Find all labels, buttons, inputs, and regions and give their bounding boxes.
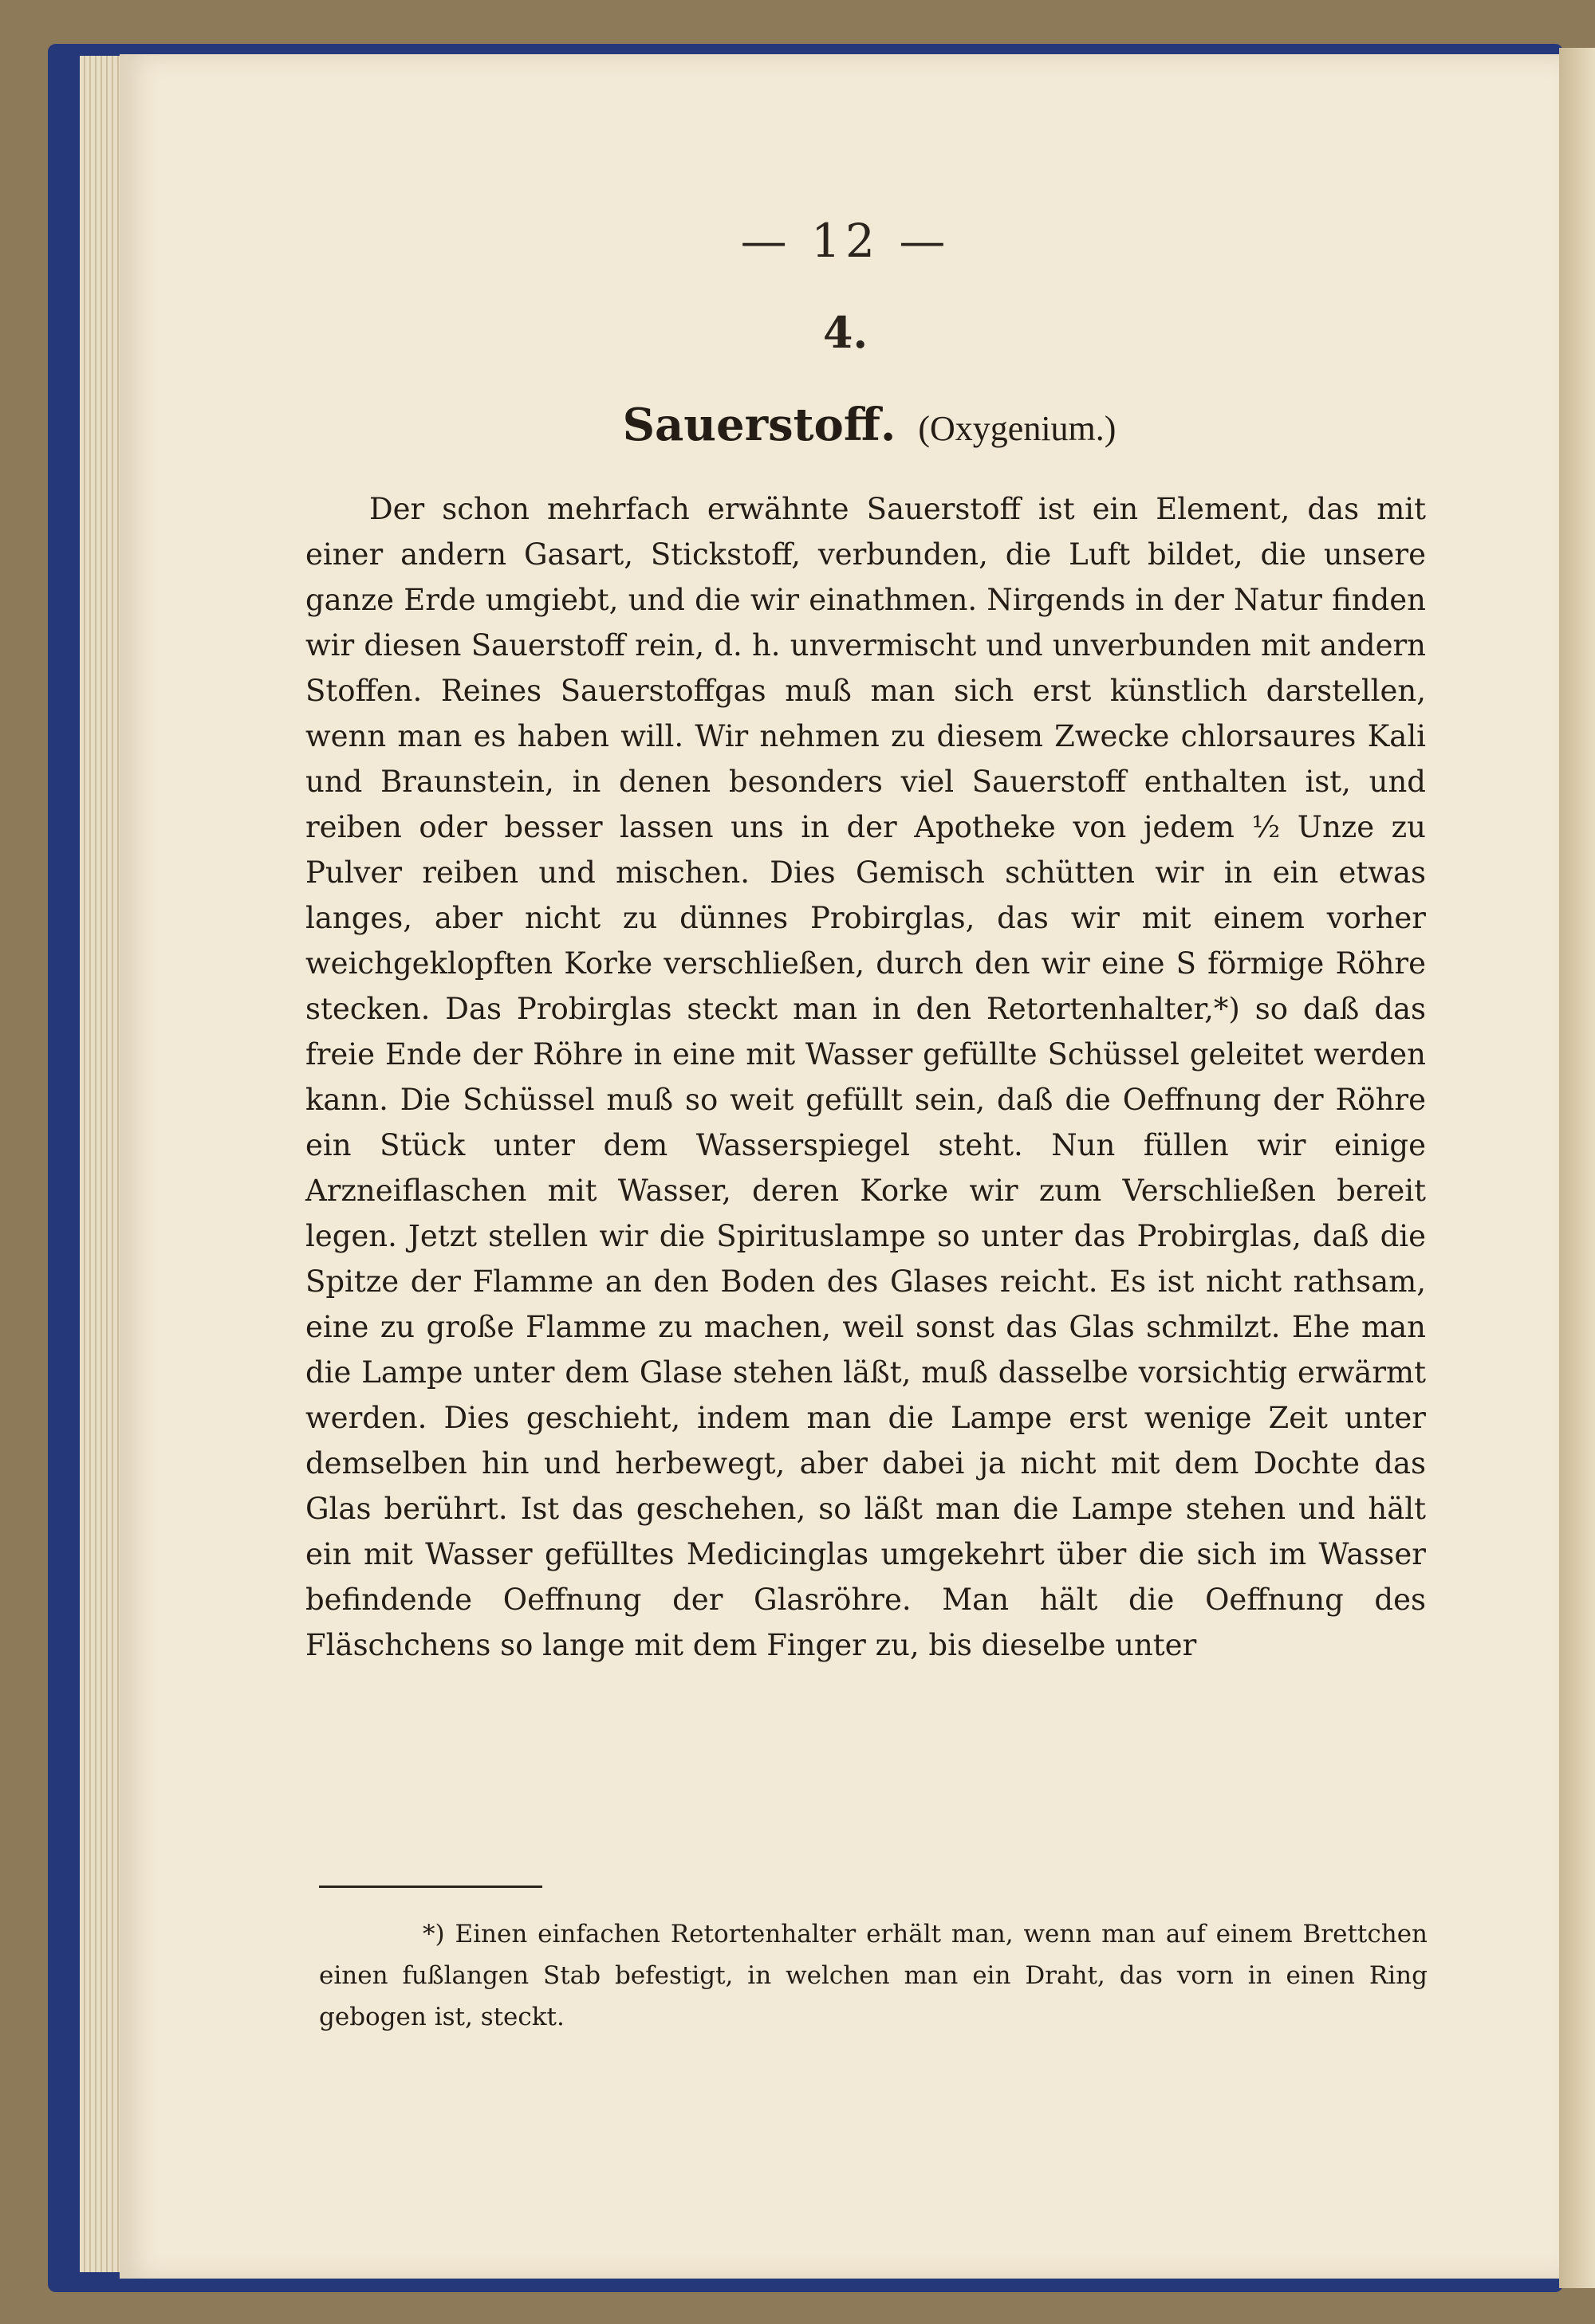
facing-page-edge	[1559, 48, 1595, 2288]
page-number: — 12 —	[740, 214, 951, 268]
body-paragraph: Der schon mehrfach erwähnte Sauerstoff ist ein Element, das mit einer andern Gasart, Stickstoff, verbunden, die Luft bildet, die unsere ganze Erde umgiebt, und die wir einathmen. Nirgends in der Natur finden wir diesen Sauerstoff rein, d. h. unvermischt und unverbunden mit andern Stoffen. Reines Sauerstoffgas muß man sich erst künstlich darstellen, wenn man es haben will. Wir nehmen zu diesem Zwecke chlorsaures Kali und Braunstein, in denen besonders viel Sauerstoff enthalten ist, und reiben oder besser lassen uns in der Apotheke von jedem ½ Unze zu Pulver reiben und mischen. Dies Gemisch schütten wir in ein etwas langes, aber nicht zu dünnes Probirglas, das wir mit einem vorher weichgeklopften Korke verschließen, durch den wir eine S förmige Röhre stecken. Das Probirglas steckt man in den Retortenhalter,*) so daß das freie Ende der Röhre in eine mit Wasser gefüllte Schüssel geleitet werden kann. Die Schüssel muß so weit gefüllt sein, daß die Oeffnung der Röhre ein Stück unter dem Wasserspiegel steht. Nun füllen wir einige Arzneiflaschen mit Wasser, deren Korke wir zum Verschließen bereit legen. Jetzt stellen wir die Spirituslampe so unter das Probirglas, daß die Spitze der Flamme an den Boden des Glases reicht. Es ist nicht rathsam, eine zu große Flamme zu machen, weil sonst das Glas schmilzt. Ehe man die Lampe unter dem Glase stehen läßt, muß dasselbe vorsichtig erwärmt werden. Dies geschieht, indem man die Lampe erst wenige Zeit unter demselben hin und herbewegt, aber dabei ja nicht mit dem Dochte das Glas berührt. Ist das geschehen, so läßt man die Lampe stehen und hält ein mit Wasser gefülltes Medicinglas umgekehrt über die sich im Wasser befindende Oeffnung der Glasröhre. Man hält die Oeffnung des Fläschchens so lange mit dem Finger zu, bis dieselbe unter	[305, 492, 1426, 1662]
section-heading	[590, 399, 1148, 451]
footnote-divider	[319, 1886, 542, 1888]
section-number: 4.	[822, 307, 868, 358]
footnote: *) Einen einfachen Retortenhalter erhält man, wenn man auf einem Brettchen einen fußlangen Stab befestigt, in welchen man ein Draht, das vorn in einen Ring gebogen ist, steckt.	[319, 1920, 1428, 2031]
heading-title: Sauerstoff.	[622, 399, 896, 451]
heading-latin-name: (Oxygenium.)	[918, 409, 1116, 448]
